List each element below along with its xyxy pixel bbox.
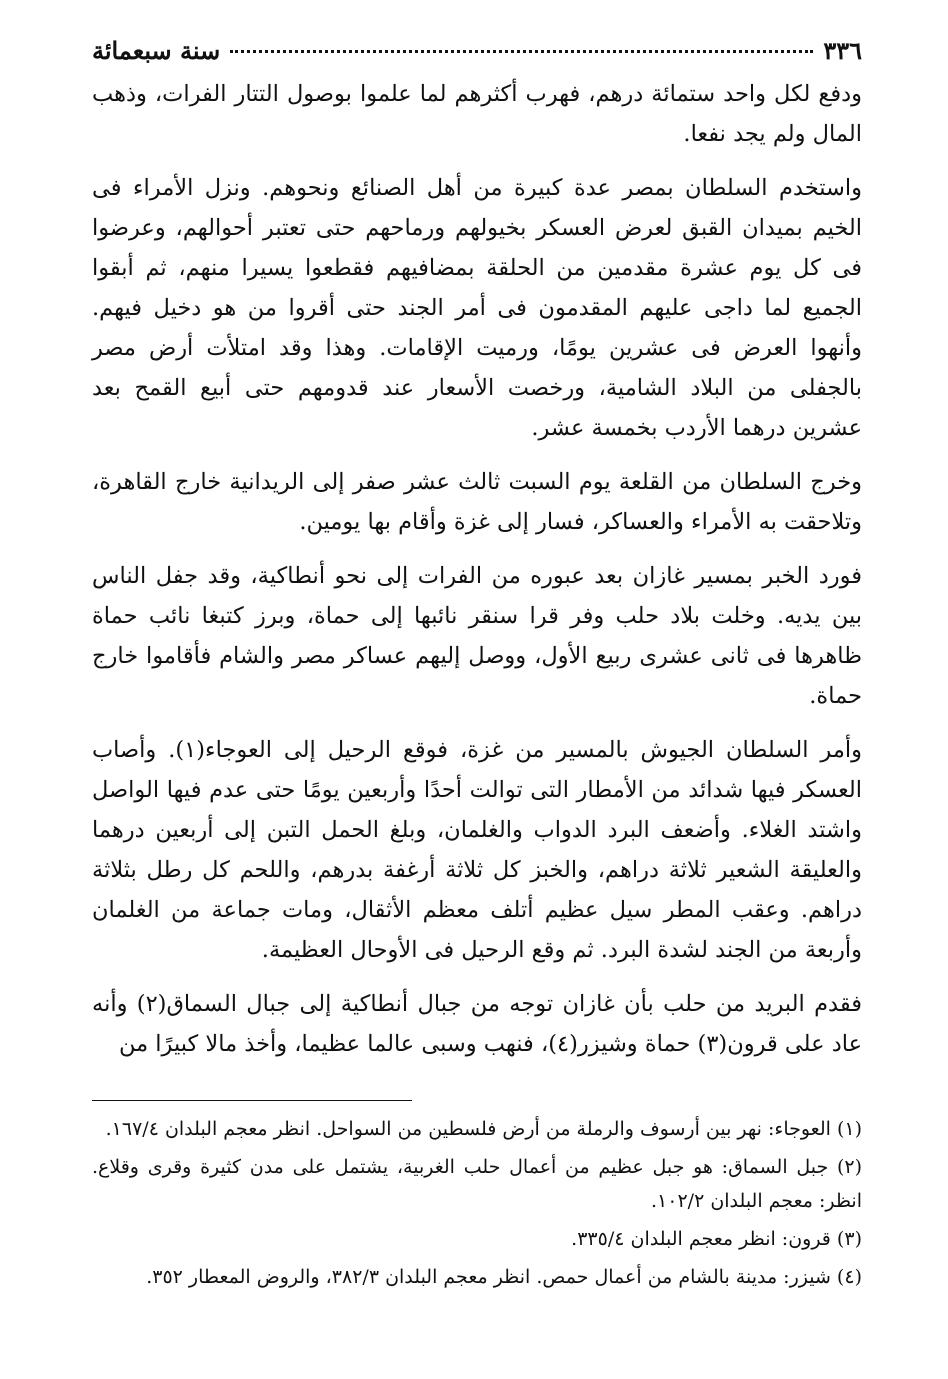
main-text (92, 74, 862, 1064)
paragraph: واستخدم السلطان بمصر عدة كبيرة من أهل الصنائع ونحوهم. ونزل الأمراء فى الخيم بميدان القبق لعرض العسكر بخيولهم ورماحهم حتى تعتبر أحوالهم، وعرضوا فى كل يوم عشرة مقدمين من الحلقة بمضافيهم فقطعوا يسيرا منهم، ثم أبقوا الجميع لما داجى عليهم المقدمون فى أمر الجند حتى أقروا من هو دخيل فيهم. وأنهوا العرض فى عشرين يومًا، ورميت الإقامات. وهذا وقد امتلأت أرض مصر بالجفلى من البلاد الشامية، ورخصت الأسعار عند قدومهم حتى أبيع القمح بعد عشرين درهما الأردب بخمسة عشر. (92, 175, 862, 441)
footnote: (٣) قرون: انظر معجم البلدان ٣٣٥/٤. (571, 1228, 862, 1250)
header-dot-leader (230, 50, 813, 53)
paragraph: ودفع لكل واحد ستمائة درهم، فهرب أكثرهم لما علموا بوصول التتار الفرات، وذهب المال ولم يجد نفعا. (92, 81, 862, 147)
page-number: ٣٣٦ (823, 36, 862, 65)
running-header (92, 30, 862, 72)
paragraph: فقدم البريد من حلب بأن غازان توجه من جبال أنطاكية إلى جبال السماق(٢) وأنه عاد على قرون(٣) حماة وشيزر(٤)، فنهب وسبى عالما عظيما، وأخذ مالا كبيرًا من (92, 991, 862, 1057)
book-page (92, 30, 862, 1350)
footnote: (٤) شيزر: مدينة بالشام من أعمال حمص. انظر معجم البلدان ٣٨٢/٣، والروض المعطار ٣٥٢. (146, 1266, 862, 1288)
running-title: سنة سبعمائة (92, 36, 221, 65)
paragraph: وأمر السلطان الجيوش بالمسير من غزة، فوقع الرحيل إلى العوجاء(١). وأصاب العسكر فيها شدائد من الأمطار التى توالت أحدًا وأربعين يومًا حتى عدم فيها الواصل واشتد الغلاء. وأضعف البرد الدواب والغلمان، وبلغ الحمل التبن إلى أربعين درهما والعليقة الشعير ثلاثة دراهم، والخبز كل ثلاثة أرغفة بدرهم، واللحم كل رطل بثلاثة دراهم. وعقب المطر سيل عظيم أتلف معظم الأثقال، ومات جماعة من الغلمان وأربعة من الجند لشدة البرد. ثم وقع الرحيل فى الأوحال العظيمة. (92, 737, 863, 963)
footnotes (92, 1112, 862, 1298)
paragraph: وخرج السلطان من القلعة يوم السبت ثالث عشر صفر إلى الريدانية خارج القاهرة، وتلاحقت به الأمراء والعساكر، فسار إلى غزة وأقام بها يومين. (92, 469, 862, 535)
footnote: (١) العوجاء: نهر بين أرسوف والرملة من أرض فلسطين من السواحل. انظر معجم البلدان ١٦٧/٤. (105, 1118, 862, 1140)
footnote: (٢) جبل السماق: هو جبل عظيم من أعمال حلب الغربية، يشتمل على مدن كثيرة وقرى وقلاع. انظر: معجم البلدان ١٠٢/٢. (92, 1156, 862, 1212)
paragraph: فورد الخبر بمسير غازان بعد عبوره من الفرات إلى نحو أنطاكية، وقد جفل الناس بين يديه. وخلت بلاد حلب وفر قرا سنقر نائبها إلى حماة، وبرز كتبغا نائب حماة ظاهرها فى ثانى عشرى ربيع الأول، ووصل إليهم عساكر مصر والشام فأقاموا خارج حماة. (92, 563, 862, 709)
footnote-separator (92, 1100, 412, 1101)
